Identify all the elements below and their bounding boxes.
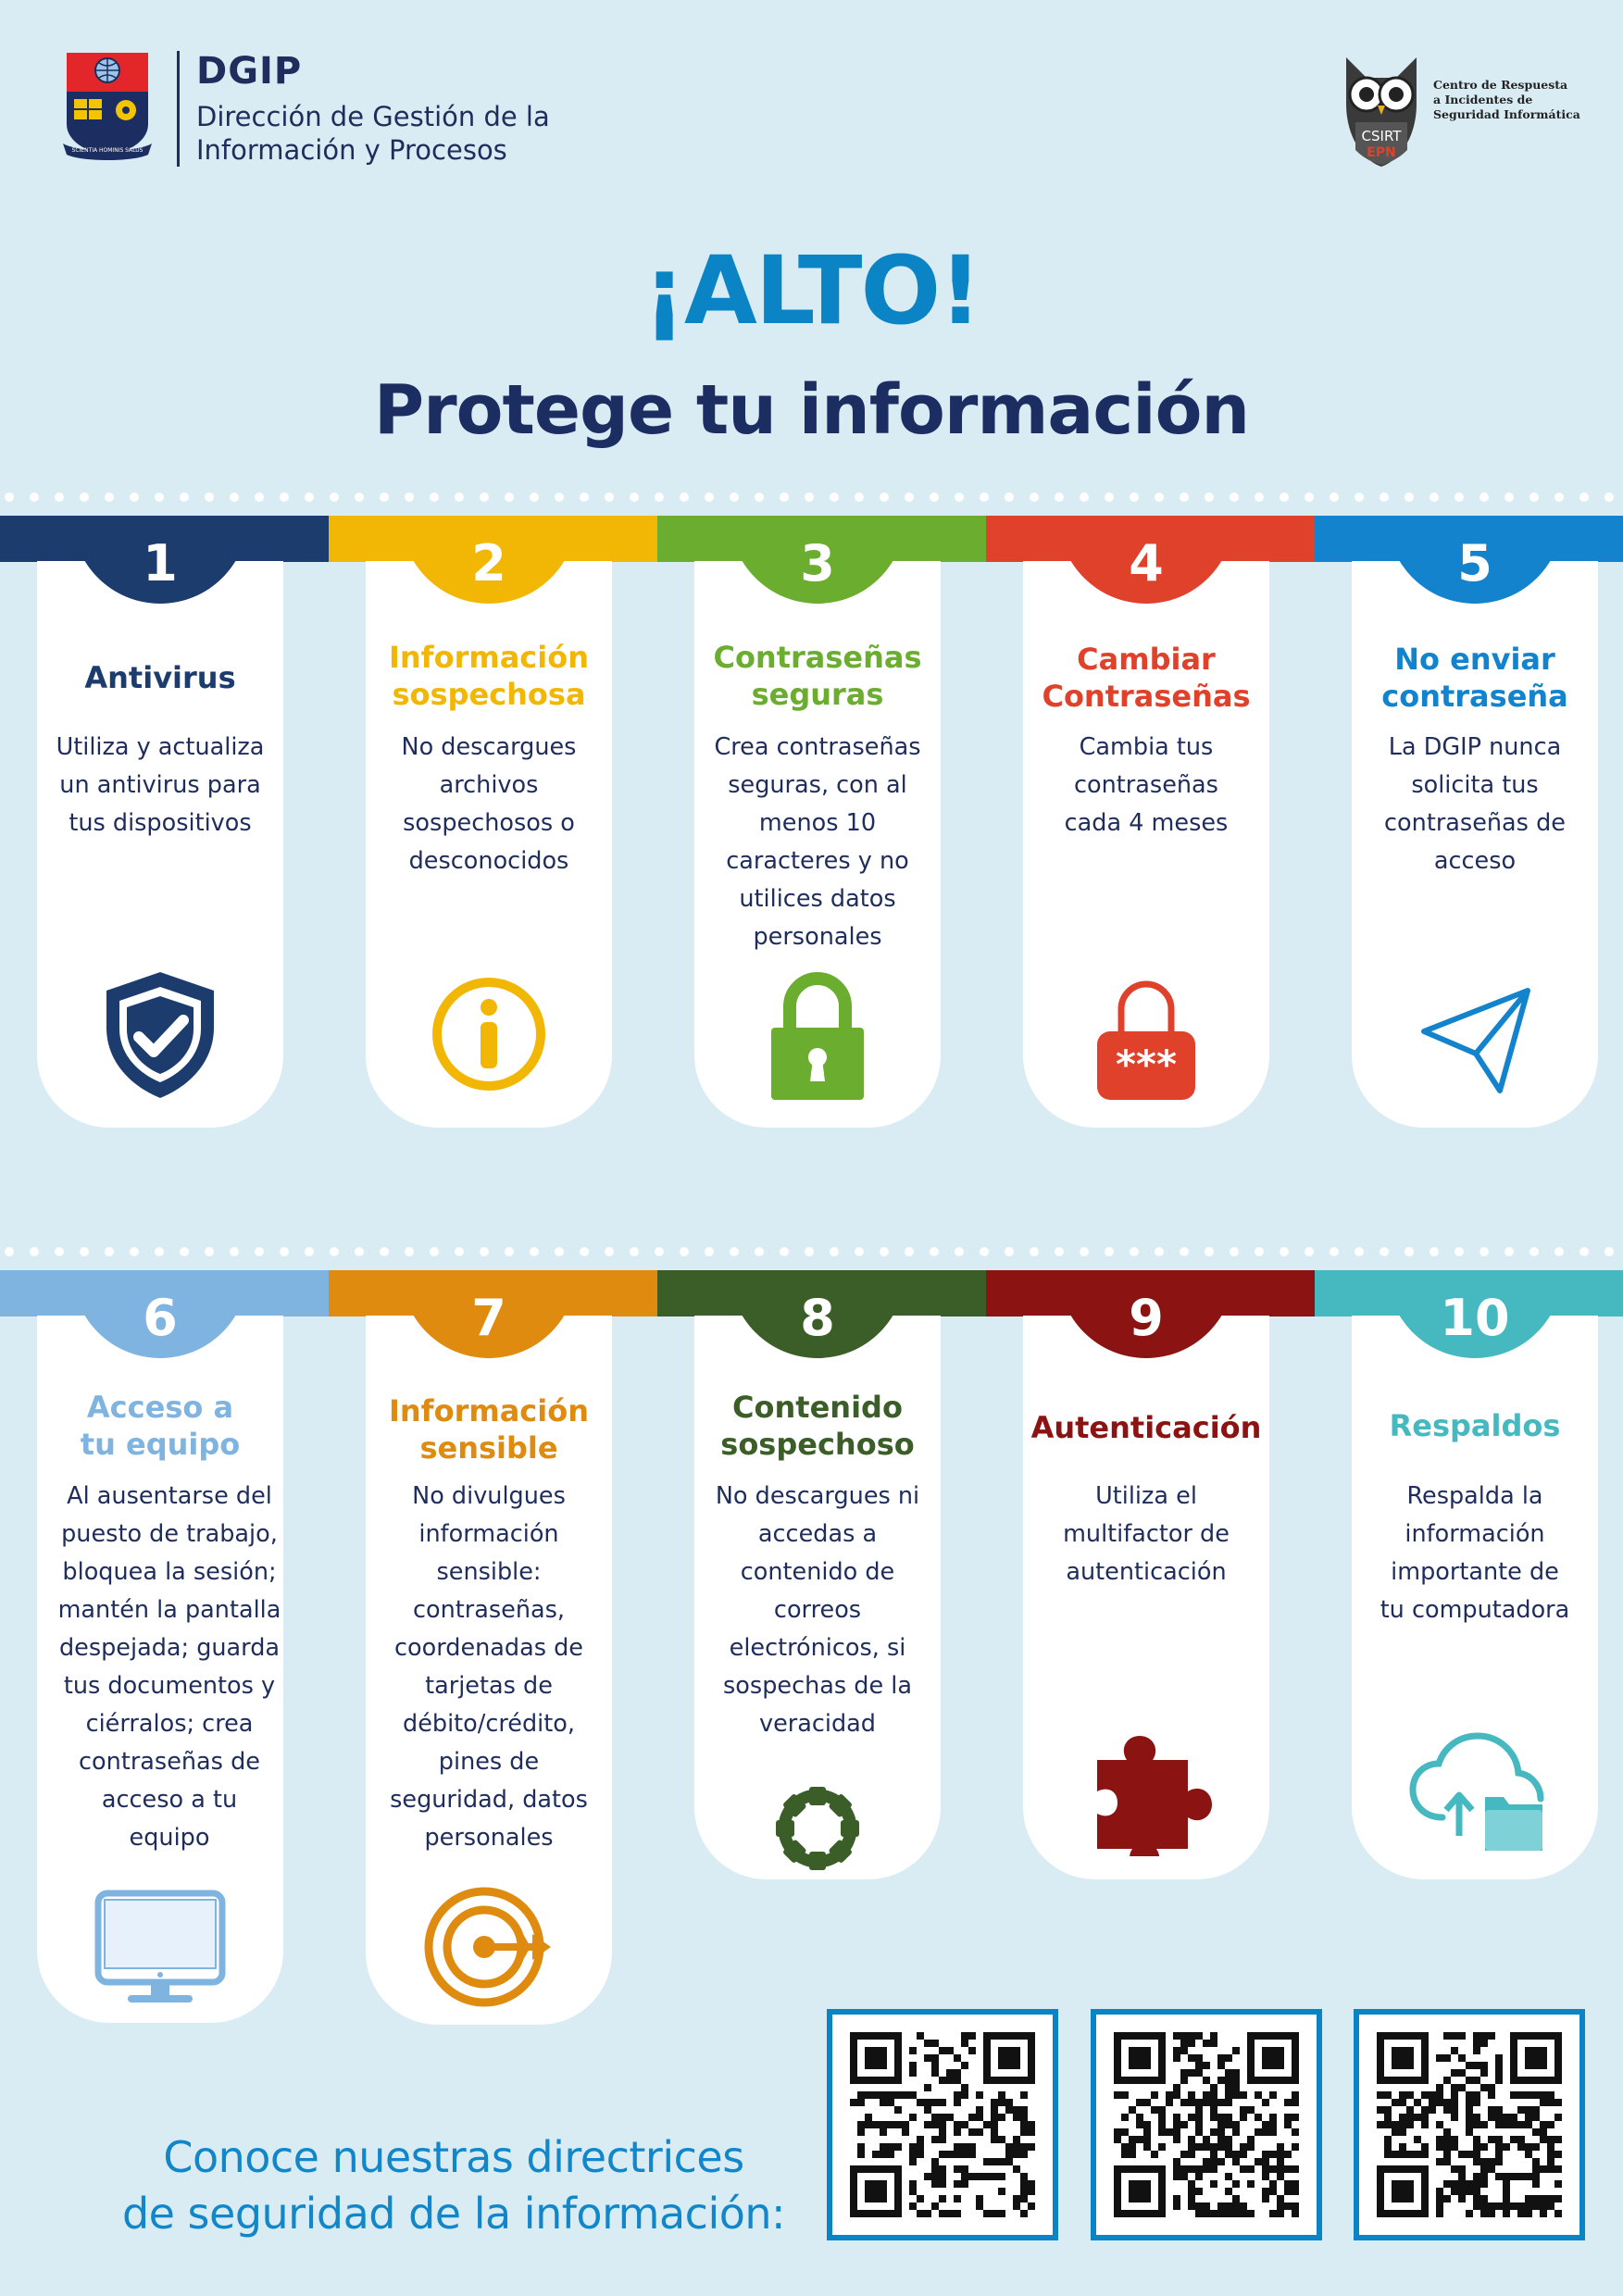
tip-description-line: Utiliza y actualiza (56, 733, 265, 761)
tip-description-line: Al ausentarse del (67, 1482, 272, 1510)
tip-description-line: acceso a tu (101, 1786, 238, 1814)
tip-description-line: electrónicos, si (729, 1634, 906, 1662)
tip-description-line: acceso (1433, 847, 1517, 875)
tip-description-line: personales (753, 923, 882, 951)
tip-title-line: sensible (419, 1430, 558, 1466)
org-short-name: DGIP (196, 50, 303, 93)
headline: ¡ALTO! (643, 236, 980, 346)
svg-text:CSIRT: CSIRT (1361, 128, 1402, 144)
tip-title-line: Respaldos (1389, 1408, 1561, 1443)
tip-description-line: sospechosos o (403, 809, 575, 837)
tip-title-line: Contenido (732, 1390, 903, 1425)
tip-description-line: ciérralos; crea (85, 1710, 254, 1738)
tip-title-line: Contraseñas (713, 640, 922, 675)
tip-description-line: utilices datos (739, 885, 896, 913)
tip-description-line: contraseñas de (79, 1748, 260, 1776)
tip-description-line: contenido de (740, 1558, 895, 1586)
dotted-divider-top (0, 491, 1623, 504)
tip-number: 7 (471, 1289, 506, 1347)
tip-description-line: Respalda la (1406, 1482, 1543, 1510)
org-name-line-1: Dirección de Gestión de la (196, 101, 550, 132)
tip-title-line: Información (388, 1393, 589, 1429)
tip-description-line: tarjetas de (425, 1672, 553, 1700)
tip-description (366, 729, 612, 880)
tip-description (1352, 729, 1598, 880)
monitor-icon (91, 1875, 230, 2014)
padlock-icon (748, 965, 887, 1104)
tip-description-line: cada 4 meses (1064, 809, 1229, 837)
qr-code-2[interactable] (1091, 2009, 1322, 2240)
tip-description (1352, 1478, 1598, 1629)
epn-emblem-logo (57, 51, 157, 167)
tip-title (366, 639, 612, 713)
tip-description-line: sensible: (436, 1558, 542, 1586)
tip-description (46, 1478, 293, 1857)
tip-number: 4 (1129, 534, 1164, 593)
csirt-name (1433, 78, 1580, 122)
tip-title-line: tu equipo (80, 1427, 241, 1462)
tip-description-line: contraseñas (1074, 771, 1218, 799)
tip-title-line: Acceso a (86, 1390, 234, 1425)
svg-text:EPN: EPN (1367, 145, 1396, 160)
cta-line-2: de seguridad de la información: (121, 2189, 786, 2239)
tip-description-line: Cambia tus (1079, 733, 1214, 761)
tip-description-line: débito/crédito, (403, 1710, 575, 1738)
tip-description-line: importante de (1391, 1558, 1559, 1586)
tip-title (694, 639, 941, 713)
tip-title-line: Autenticación (1030, 1410, 1262, 1445)
tip-description-line: multifactor de (1063, 1520, 1230, 1548)
tip-description-line: coordenadas de (394, 1634, 583, 1662)
svg-text:SCIENTIA HOMINIS SALUS: SCIENTIA HOMINIS SALUS (71, 147, 144, 154)
target-icon (419, 1875, 558, 2014)
org-full-name (196, 100, 550, 167)
tip-description-line: contraseñas de (1384, 809, 1566, 837)
tip-description-line: desconocidos (408, 847, 569, 875)
tip-title-line: seguras (751, 677, 884, 712)
tip-title-line: contraseña (1381, 679, 1568, 714)
dotted-divider-bottom (0, 1245, 1623, 1258)
tip-number: 6 (143, 1289, 178, 1347)
tip-description-line: despejada; guarda (58, 1634, 281, 1662)
tip-title (1023, 641, 1269, 715)
csirt-name-line-1: Centro de Respuesta (1433, 78, 1568, 92)
csirt-name-line-2: a Incidentes de (1433, 93, 1533, 106)
tip-description-line: solicita tus (1411, 771, 1539, 799)
tip-description-line: mantén la pantalla (57, 1596, 281, 1624)
tip-description (1023, 729, 1269, 842)
svg-text:***: *** (1116, 1042, 1177, 1087)
tip-description (1023, 1478, 1269, 1591)
tip-description-line: un antivirus para (59, 771, 261, 799)
tip-title (1352, 641, 1598, 715)
qr-code-3[interactable] (1354, 2009, 1585, 2240)
tip-description-line: pines de (438, 1748, 540, 1776)
tip-description-line: menos 10 (758, 809, 877, 837)
tip-title (1023, 1409, 1269, 1446)
tip-description-line: No descargues (401, 733, 577, 761)
tip-description-line: seguridad, datos (390, 1786, 588, 1814)
password-lock-icon (1077, 965, 1216, 1104)
tip-description-line: puesto de trabajo, (61, 1520, 278, 1548)
tip-description-line: Crea contraseñas (714, 733, 921, 761)
tip-description-line: accedas a (757, 1520, 878, 1548)
cloud-backup-icon (1405, 1717, 1544, 1856)
tip-title-line: sospechoso (720, 1427, 915, 1462)
tip-description-line: tus documentos y (63, 1672, 276, 1700)
tip-number: 5 (1457, 534, 1492, 593)
tip-description-line: No descargues ni (715, 1482, 920, 1510)
csirt-owl-logo (1335, 48, 1428, 170)
tip-description-line: sospechas de la (723, 1672, 912, 1700)
tip-description-line: La DGIP nunca (1388, 733, 1562, 761)
tip-title (366, 1392, 612, 1466)
tip-title-line: sospechosa (392, 677, 586, 712)
tip-title-line: Cambiar (1077, 642, 1216, 677)
tip-description-line: caracteres y no (726, 847, 909, 875)
paper-plane-icon (1405, 965, 1544, 1104)
gear-icon (748, 1759, 887, 1898)
tip-description-line: veracidad (759, 1710, 876, 1738)
tip-title-line: Contraseñas (1042, 679, 1251, 714)
tip-description-line: equipo (129, 1824, 210, 1852)
tip-number: 10 (1440, 1289, 1510, 1347)
cta-line-1: Conoce nuestras directrices (163, 2132, 744, 2182)
tip-description-line: archivos (439, 771, 539, 799)
csirt-name-line-3: Seguridad Informática (1433, 107, 1580, 121)
tip-description-line: personales (424, 1824, 554, 1852)
tip-description-line: información (418, 1520, 559, 1548)
tip-description-line: Utiliza el (1095, 1482, 1197, 1510)
tip-title-line: No enviar (1394, 642, 1555, 677)
tip-description-line: seguras, con al (728, 771, 907, 799)
tip-number: 2 (471, 534, 506, 593)
footer-cta (93, 2129, 815, 2242)
tip-description (37, 729, 283, 842)
tip-number: 9 (1129, 1289, 1164, 1347)
org-name-line-2: Información y Procesos (196, 134, 507, 166)
info-icon (419, 965, 558, 1104)
tip-description-line: contraseñas, (412, 1596, 566, 1624)
tip-description-line: bloquea la sesión; (62, 1558, 277, 1586)
tip-description-line: autenticación (1066, 1558, 1227, 1586)
tip-description-line: tu computadora (1380, 1596, 1570, 1624)
shield-check-icon (91, 965, 230, 1104)
header-divider (177, 51, 180, 167)
tip-description (694, 729, 941, 956)
tip-title (37, 659, 283, 696)
tip-description (694, 1478, 941, 1743)
tip-title (694, 1389, 941, 1463)
tip-description-line: correos (773, 1596, 862, 1624)
tip-title (1352, 1407, 1598, 1444)
subheadline: Protege tu información (373, 370, 1250, 450)
tip-number: 1 (143, 534, 178, 593)
tip-number: 3 (800, 534, 835, 593)
tip-description-line: información (1405, 1520, 1545, 1548)
tip-title (37, 1389, 283, 1463)
puzzle-icon (1077, 1717, 1216, 1856)
tip-number: 8 (800, 1289, 835, 1347)
tip-description-line: tus dispositivos (69, 809, 252, 837)
tip-description (366, 1478, 612, 1857)
tip-title-line: Antivirus (84, 660, 236, 695)
tip-title-line: Información (388, 640, 589, 675)
qr-code-1[interactable] (827, 2009, 1058, 2240)
tip-description-line: No divulgues (412, 1482, 566, 1510)
